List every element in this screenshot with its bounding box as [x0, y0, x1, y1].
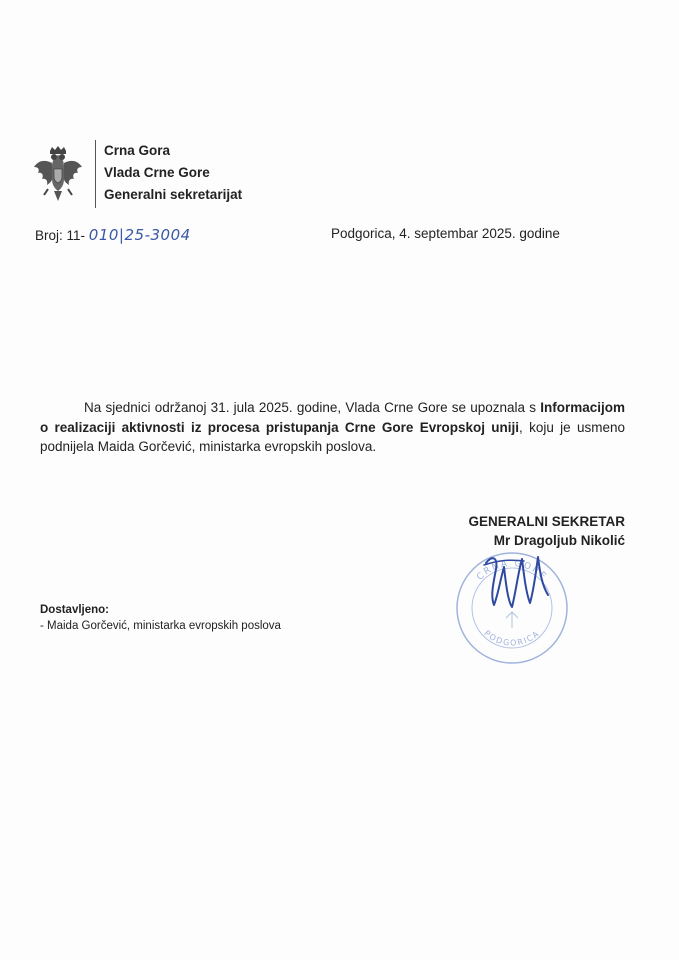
distribution-list	[40, 602, 281, 634]
document-date: Podgorica, 4. septembar 2025. godine	[331, 226, 560, 241]
distribution-label: Dostavljeno:	[40, 604, 110, 616]
svg-text:PODGORICA: PODGORICA	[482, 628, 542, 648]
header-government: Vlada Crne Gore	[104, 165, 210, 180]
body-paragraph	[40, 398, 625, 457]
header-secretariat: Generalni sekretarijat	[104, 187, 243, 202]
handwritten-signature	[478, 545, 558, 620]
reference-handwritten: 010|25-3004	[88, 226, 191, 244]
issuer-header	[104, 140, 242, 206]
signatory-title: GENERALNI SEKRETAR	[468, 514, 625, 529]
svg-text:CRNA GORE: CRNA GORE	[475, 558, 549, 583]
reference-label: Broj: 11-	[35, 228, 86, 243]
header-country: Crna Gora	[104, 143, 171, 158]
distribution-item: - Maida Gorčević, ministarka evropskih poslova	[40, 620, 281, 632]
body-text-part1: Na sjednici održanoj 31. jula 2025. godine, Vlada Crne Gore se upoznala s	[84, 400, 541, 415]
header-divider	[95, 140, 96, 208]
signatory-block	[395, 512, 625, 550]
montenegro-coat-of-arms-icon	[32, 145, 84, 203]
document-body	[40, 398, 625, 457]
body-text-bold: Informacijom o realizaciji aktivnosti iz procesa pristupanja Crne Gore Evropskoj uniji	[40, 400, 625, 435]
body-text-part2: , koju je usmeno podnijela Maida Gorčević, ministarka evropskih poslova.	[40, 419, 625, 454]
signatory-name: Mr Dragoljub Nikolić	[493, 533, 625, 548]
reference-number	[35, 226, 191, 244]
